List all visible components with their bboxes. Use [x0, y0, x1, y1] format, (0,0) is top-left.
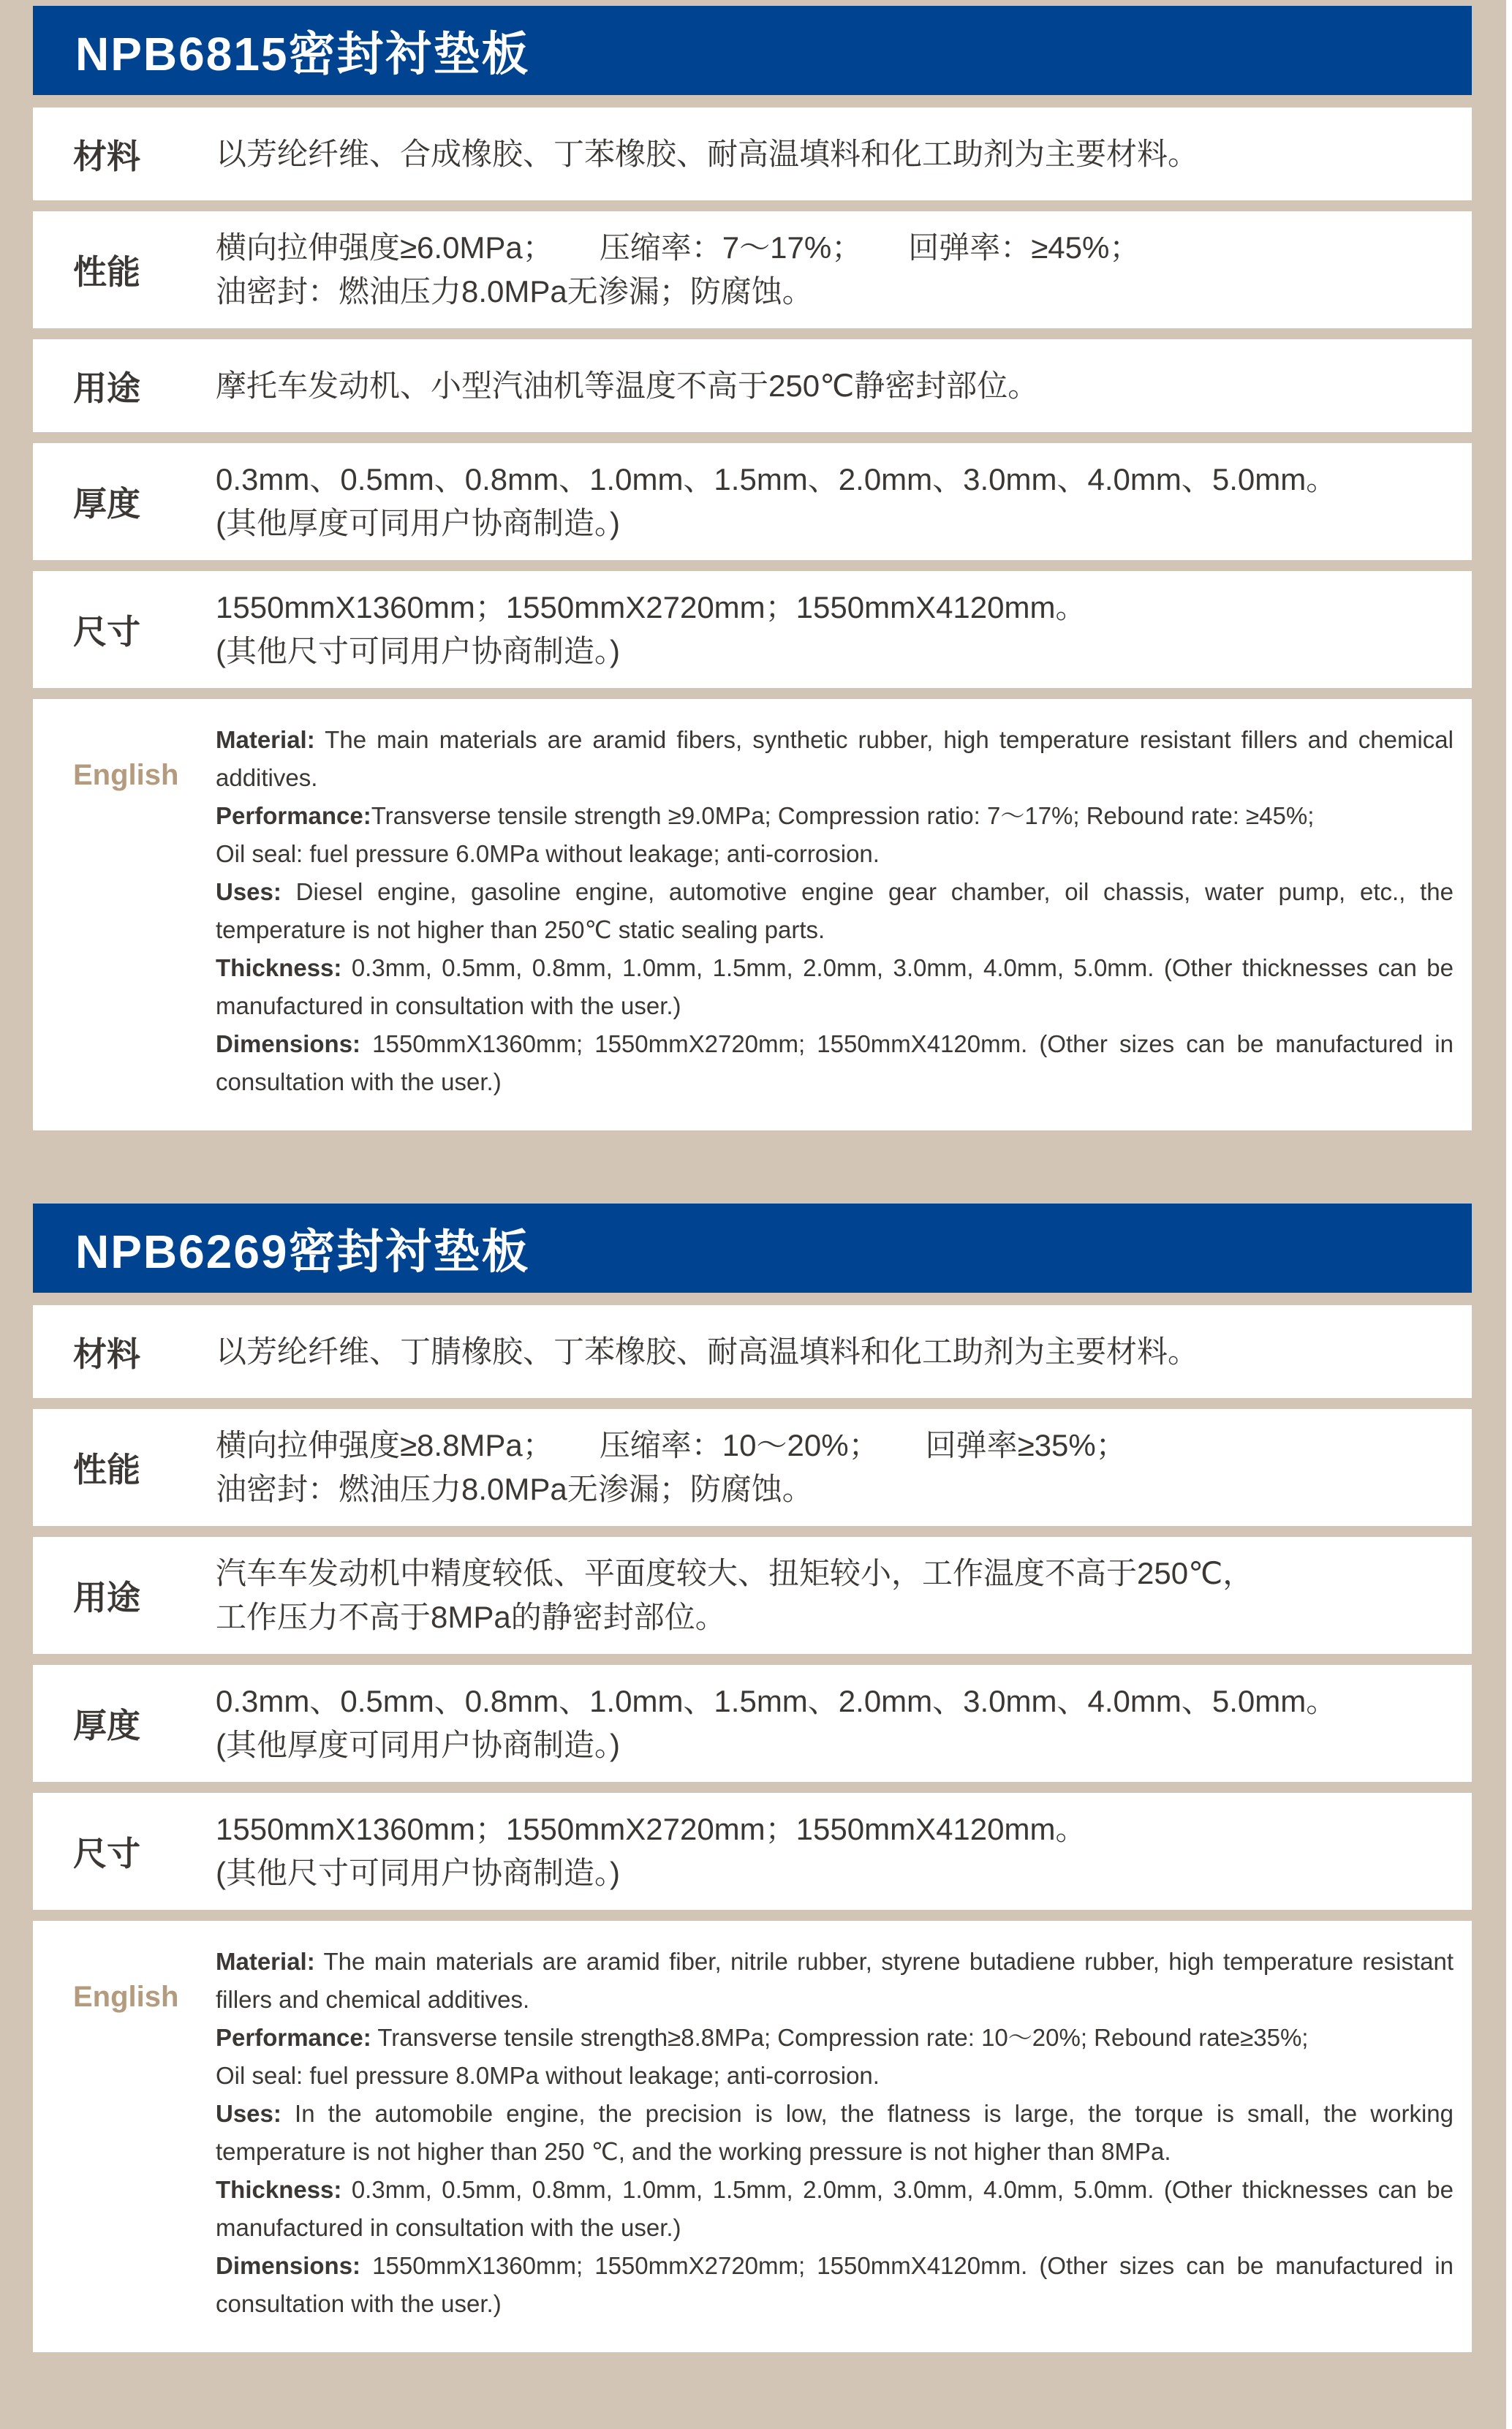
english-paragraph-material — [216, 721, 1454, 797]
spec-row-performance — [33, 211, 1472, 328]
row-label-thickness: 厚度 — [73, 485, 140, 523]
product-section-npb6815 — [33, 6, 1472, 1130]
spec-row-thickness — [33, 443, 1472, 560]
row-label-uses: 用途 — [73, 1579, 140, 1617]
english-paragraph-thickness — [216, 2171, 1454, 2247]
row-text-line: 汽车车发动机中精度较低、平面度较大、扭矩较小，工作温度不高于250℃， — [216, 1556, 1254, 1590]
english-paragraph-performance — [216, 797, 1454, 835]
spec-row-material — [33, 1305, 1472, 1398]
row-content — [216, 364, 1454, 408]
spec-row-performance — [33, 1409, 1472, 1526]
row-text-line: 油密封：燃油压力8.0MPa无渗漏；防腐蚀。 — [216, 1472, 813, 1506]
english-paragraph-lead: Dimensions: — [216, 2252, 361, 2279]
row-content — [216, 226, 1454, 314]
english-paragraph-lead: Material: — [216, 726, 315, 753]
english-paragraph-performance — [216, 2019, 1454, 2057]
spec-row-english — [33, 1921, 1472, 2352]
english-paragraph-dimensions — [216, 1025, 1454, 1101]
row-label-thickness: 厚度 — [73, 1707, 140, 1745]
row-label-uses: 用途 — [73, 369, 140, 407]
english-paragraph-lead: Performance: — [216, 802, 371, 829]
row-label-dimensions: 尺寸 — [73, 1835, 140, 1873]
row-text-line: 横向拉伸强度≥6.0MPa； 压缩率：7～17%； 回弹率：≥45%； — [216, 230, 1141, 265]
spec-row-uses — [33, 1537, 1472, 1654]
row-content — [216, 1680, 1454, 1767]
spec-row-dimensions — [33, 571, 1472, 688]
row-text-line: 以芳纶纤维、合成橡胶、丁苯橡胶、耐高温填料和化工助剂为主要材料。 — [216, 136, 1199, 171]
row-text-line: 1550mmX1360mm；1550mmX2720mm；1550mmX4120mm。 — [216, 590, 1086, 624]
english-paragraph-text: The main materials are aramid fiber, nitrile rubber, styrene butadiene rubber, high temperature resistant fillers and chemical additives. — [216, 1948, 1454, 2013]
row-content — [216, 132, 1454, 176]
row-content — [216, 586, 1454, 673]
row-label-performance: 性能 — [73, 253, 140, 291]
row-text-line: 0.3mm、0.5mm、0.8mm、1.0mm、1.5mm、2.0mm、3.0mm、4.0mm、5.0mm。 — [216, 1684, 1337, 1718]
english-paragraph-lead: Thickness: — [216, 2176, 342, 2203]
row-text-line: (其他尺寸可同用户协商制造。) — [216, 1856, 620, 1890]
english-paragraph-text: 1550mmX1360mm; 1550mmX2720mm; 1550mmX4120mm. (Other sizes can be manufactured in consultation with the user.) — [216, 1030, 1454, 1095]
english-paragraph-text: 0.3mm, 0.5mm, 0.8mm, 1.0mm, 1.5mm, 2.0mm, 3.0mm, 4.0mm, 5.0mm. (Other thicknesses can be manufactured in consultation with the user.) — [216, 2176, 1454, 2241]
row-text-line: 横向拉伸强度≥8.8MPa； 压缩率：10～20%； 回弹率≥35%； — [216, 1428, 1127, 1462]
row-label-english: English — [73, 1981, 179, 2013]
product-title: NPB6269密封衬垫板 — [75, 1225, 530, 1278]
english-paragraph-text: Transverse tensile strength ≥9.0MPa; Compression ratio: 7～17%; Rebound rate: ≥45%; — [371, 802, 1315, 829]
row-label-performance: 性能 — [73, 1451, 140, 1489]
english-paragraph-uses — [216, 873, 1454, 949]
english-paragraph-oil-seal — [216, 2057, 1454, 2095]
row-label-dimensions: 尺寸 — [73, 613, 140, 651]
english-paragraph-lead: Performance: — [216, 2024, 371, 2051]
spec-row-english — [33, 699, 1472, 1130]
english-paragraph-text: 0.3mm, 0.5mm, 0.8mm, 1.0mm, 1.5mm, 2.0mm, 3.0mm, 4.0mm, 5.0mm. (Other thicknesses can be manufactured in consultation with the user.) — [216, 954, 1454, 1019]
row-text-line: (其他厚度可同用户协商制造。) — [216, 1728, 620, 1762]
row-text-line: 1550mmX1360mm；1550mmX2720mm；1550mmX4120mm。 — [216, 1812, 1086, 1846]
english-paragraph-text: Diesel engine, gasoline engine, automotive engine gear chamber, oil chassis, water pump, etc., the temperature is not higher than 250℃ static sealing parts. — [216, 878, 1454, 943]
row-text-line: 工作压力不高于8MPa的静密封部位。 — [216, 1600, 726, 1634]
english-paragraph-lead: Uses: — [216, 2100, 281, 2127]
row-content — [216, 1552, 1454, 1639]
english-text-block — [216, 1943, 1454, 2323]
row-content — [216, 1424, 1454, 1511]
row-text-line: 油密封：燃油压力8.0MPa无渗漏；防腐蚀。 — [216, 274, 813, 309]
row-text-line: (其他厚度可同用户协商制造。) — [216, 506, 620, 540]
english-paragraph-dimensions — [216, 2247, 1454, 2323]
section-header-bar — [33, 1204, 1472, 1293]
product-section-npb6269 — [33, 1204, 1472, 2352]
section-header-bar — [33, 6, 1472, 95]
english-text-block — [216, 721, 1454, 1101]
english-paragraph-text: Oil seal: fuel pressure 6.0MPa without leakage; anti-corrosion. — [216, 840, 880, 867]
spec-row-material — [33, 107, 1472, 200]
english-paragraph-lead: Material: — [216, 1948, 315, 1975]
english-paragraph-lead: Dimensions: — [216, 1030, 361, 1057]
english-paragraph-uses — [216, 2095, 1454, 2171]
english-paragraph-text: Oil seal: fuel pressure 8.0MPa without leakage; anti-corrosion. — [216, 2062, 880, 2089]
row-label-material: 材料 — [73, 137, 140, 175]
english-paragraph-material — [216, 1943, 1454, 2019]
spec-row-thickness — [33, 1665, 1472, 1782]
english-paragraph-oil-seal — [216, 835, 1454, 873]
english-paragraph-text: The main materials are aramid fibers, synthetic rubber, high temperature resistant fillers and chemical additives. — [216, 726, 1454, 791]
row-text-line: 0.3mm、0.5mm、0.8mm、1.0mm、1.5mm、2.0mm、3.0mm、4.0mm、5.0mm。 — [216, 462, 1337, 496]
page-edge-strip — [1506, 0, 1512, 2429]
spec-row-uses — [33, 339, 1472, 432]
row-content — [216, 1807, 1454, 1895]
row-content — [216, 458, 1454, 545]
english-paragraph-lead: Uses: — [216, 878, 281, 905]
row-text-line: 摩托车发动机、小型汽油机等温度不高于250℃静密封部位。 — [216, 368, 1039, 403]
spec-row-dimensions — [33, 1793, 1472, 1910]
row-text-line: (其他尺寸可同用户协商制造。) — [216, 634, 620, 668]
row-text-line: 以芳纶纤维、丁腈橡胶、丁苯橡胶、耐高温填料和化工助剂为主要材料。 — [216, 1334, 1199, 1369]
english-paragraph-lead: Thickness: — [216, 954, 342, 981]
english-paragraph-thickness — [216, 949, 1454, 1025]
english-paragraph-text: In the automobile engine, the precision is low, the flatness is large, the torque is small, the working temperature is not higher than 250 ℃, and the working pressure is not higher than 8MPa. — [216, 2100, 1454, 2165]
row-label-english: English — [73, 759, 179, 791]
product-title: NPB6815密封衬垫板 — [75, 28, 530, 80]
english-paragraph-text: Transverse tensile strength≥8.8MPa; Compression rate: 10～20%; Rebound rate≥35%; — [371, 2024, 1309, 2051]
row-label-material: 材料 — [73, 1334, 140, 1373]
english-paragraph-text: 1550mmX1360mm; 1550mmX2720mm; 1550mmX4120mm. (Other sizes can be manufactured in consultation with the user.) — [216, 2252, 1454, 2317]
row-content — [216, 1330, 1454, 1374]
